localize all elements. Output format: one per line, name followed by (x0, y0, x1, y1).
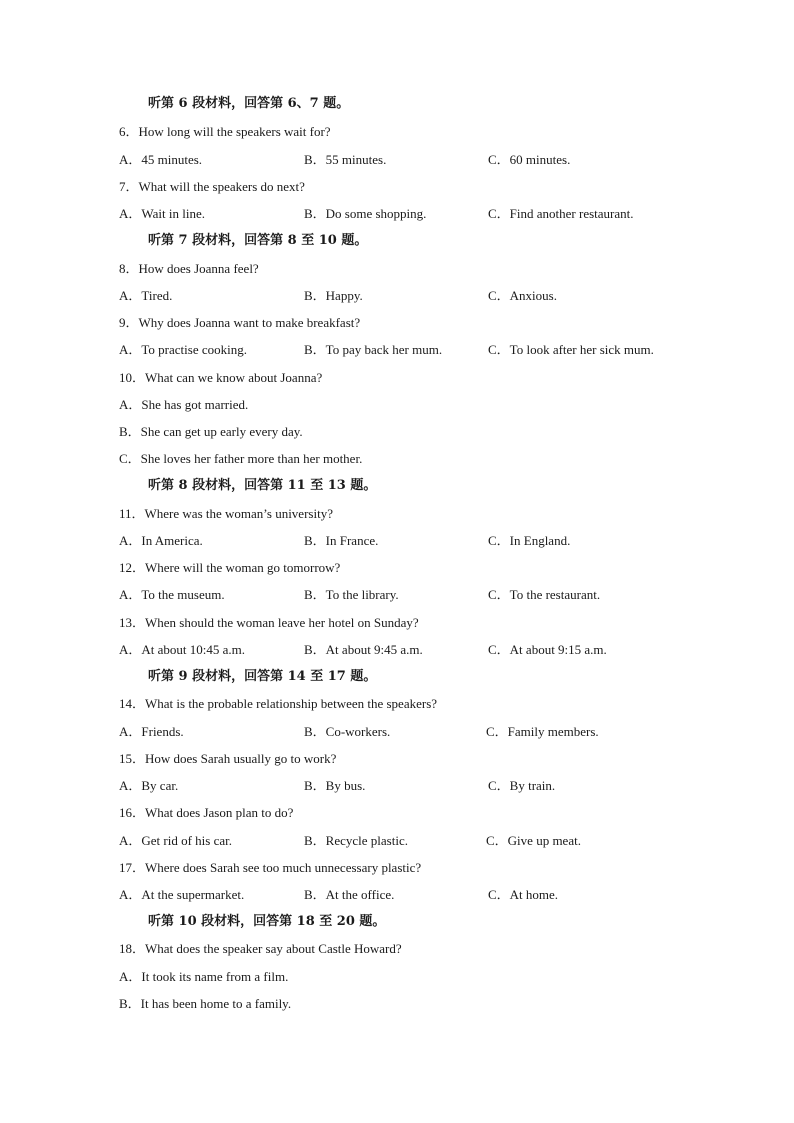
question-stem: 7．What will the speakers do next? (119, 179, 305, 194)
section-heading: 听第 6 段材料，回答第 6、7 题。 (148, 96, 350, 111)
option-c: C．Anxious. (488, 288, 557, 303)
option-b: B．Co-workers. (304, 724, 391, 739)
option-b: B．Do some shopping. (304, 206, 427, 221)
option-b: B．In France. (304, 533, 379, 548)
section-heading: 听第 9 段材料，回答第 14 至 17 题。 (148, 669, 377, 684)
option-c: C．In England. (488, 533, 571, 548)
option-c: C．Family members. (486, 724, 599, 739)
option-a: A．It took its name from a film. (119, 969, 289, 984)
question-stem: 13．When should the woman leave her hotel on Sunday? (119, 615, 419, 630)
question-stem: 18．What does the speaker say about Castle Howard? (119, 941, 402, 956)
section-heading: 听第 10 段材料，回答第 18 至 20 题。 (148, 914, 386, 929)
option-c: C．At home. (488, 887, 559, 902)
option-a: A．Tired. (119, 288, 173, 303)
option-c: C．To look after her sick mum. (488, 342, 654, 357)
option-c: C．Find another restaurant. (488, 206, 634, 221)
option-a: A．She has got married. (119, 397, 249, 412)
option-c: C．Give up meat. (486, 833, 581, 848)
option-c: C．By train. (488, 778, 556, 793)
option-b: B．Recycle plastic. (304, 833, 408, 848)
option-a: A．Get rid of his car. (119, 833, 233, 848)
option-a: A．To practise cooking. (119, 342, 247, 357)
question-stem: 14．What is the probable relationship between the speakers? (119, 696, 438, 711)
section-heading: 听第 7 段材料，回答第 8 至 10 题。 (148, 233, 368, 248)
question-stem: 17．Where does Sarah see too much unnecessary plastic? (119, 860, 422, 875)
option-a: A．Friends. (119, 724, 184, 739)
option-a: A．In America. (119, 533, 203, 548)
question-stem: 15．How does Sarah usually go to work? (119, 751, 337, 766)
question-stem: 8．How does Joanna feel? (119, 261, 259, 276)
option-a: A．By car. (119, 778, 179, 793)
question-stem: 6．How long will the speakers wait for? (119, 124, 331, 139)
option-b: B．She can get up early every day. (119, 424, 303, 439)
option-b: B．By bus. (304, 778, 366, 793)
question-stem: 12．Where will the woman go tomorrow? (119, 560, 341, 575)
question-stem: 11．Where was the woman’s university? (119, 506, 333, 521)
section-heading: 听第 8 段材料，回答第 11 至 13 题。 (148, 478, 377, 493)
question-stem: 16．What does Jason plan to do? (119, 805, 294, 820)
option-c: C．At about 9:15 a.m. (488, 642, 607, 657)
question-stem: 9．Why does Joanna want to make breakfast? (119, 315, 361, 330)
option-b: B．To pay back her mum. (304, 342, 443, 357)
option-a: A．At the supermarket. (119, 887, 245, 902)
option-b: B．55 minutes. (304, 152, 387, 167)
option-a: A．Wait in line. (119, 206, 205, 221)
option-b: B．Happy. (304, 288, 363, 303)
question-stem: 10．What can we know about Joanna? (119, 370, 323, 385)
option-b: B．At about 9:45 a.m. (304, 642, 423, 657)
option-b: B．To the library. (304, 587, 399, 602)
option-a: A．To the museum. (119, 587, 225, 602)
option-c: C．She loves her father more than her mother. (119, 451, 363, 466)
option-a: A．45 minutes. (119, 152, 203, 167)
option-c: C．60 minutes. (488, 152, 571, 167)
option-a: A．At about 10:45 a.m. (119, 642, 246, 657)
option-b: B．At the office. (304, 887, 395, 902)
option-c: C．To the restaurant. (488, 587, 601, 602)
option-b: B．It has been home to a family. (119, 996, 292, 1011)
